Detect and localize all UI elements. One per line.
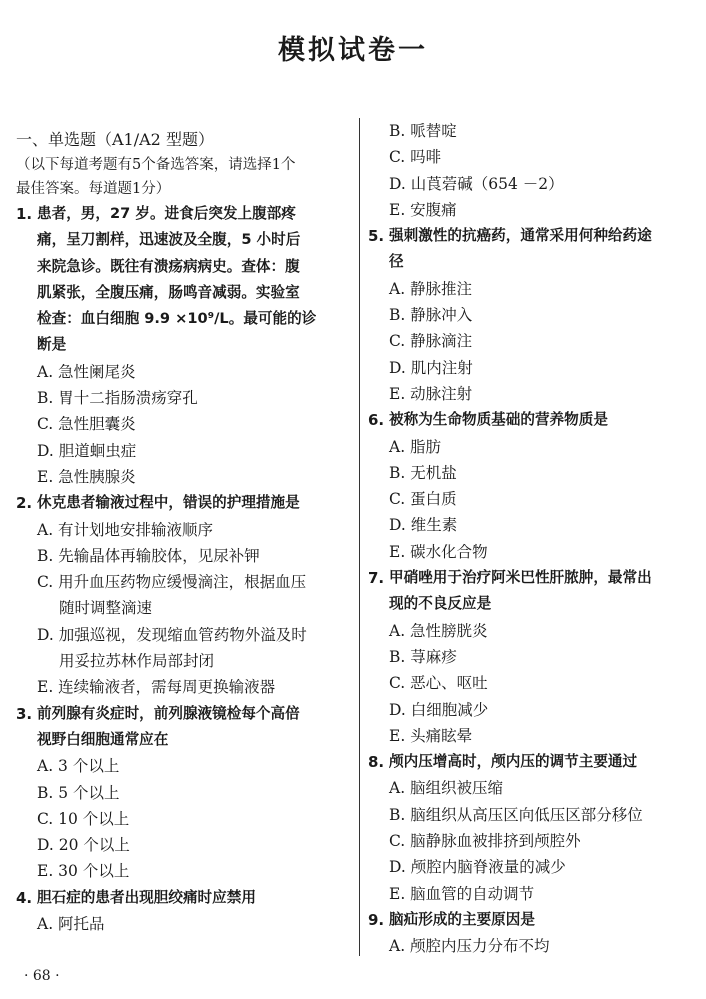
question-stem-line: 断是 [37,336,67,354]
answer-option-b: B. 5 个以上 [37,783,120,802]
question-stem-line: 径 [389,253,404,271]
answer-option-b: B. 荨麻疹 [389,647,457,666]
answer-option-c: C. 蛋白质 [389,490,457,509]
answer-option-a: A. 脑组织被压缩 [389,779,504,798]
answer-option-b: B. 先输晶体再输胶体，见尿补钾 [37,546,260,565]
answer-option-b: B. 静脉冲入 [389,306,473,325]
answer-option-a: A. 有计划地安排输液顺序 [37,520,214,539]
answer-option-d: D. 肌内注射 [389,358,473,377]
question-stem-line: 检查：血白细胞 9.9 ×10⁹/L。最可能的诊 [37,310,317,328]
answer-option-c: C. 急性胆囊炎 [37,415,136,434]
question-number: 9. [368,910,385,929]
question-stem-line: 强刺激性的抗癌药，通常采用何种给药途 [389,227,652,245]
answer-option-a: A. 急性阑尾炎 [37,362,136,381]
question-3 [16,701,353,885]
answer-option-e: E. 30 个以上 [37,862,130,881]
question-number: 1. [16,205,33,223]
section-instruction-line-1: （以下每道考题有5个备选答案，请选择1个 [16,157,296,173]
question-stem-line: 现的不良反应是 [389,595,492,613]
page-title: 模拟试卷一 [278,35,428,66]
answer-option-b: B. 无机盐 [389,463,457,482]
answer-option-e: E. 急性胰腺炎 [37,467,136,486]
question-number: 6. [368,411,385,430]
answer-option-e: E. 头痛眩晕 [389,726,473,745]
answer-option-c: C. 用升血压药物应缓慢滴注，根据血压 [37,573,307,592]
question-8 [368,749,694,907]
question-number: 3. [16,704,33,723]
answer-option-a: A. 静脉推注 [389,279,473,298]
question-stem-line: 甲硝唑用于治疗阿米巴性肝脓肿，最常出 [389,569,652,587]
question-2 [16,490,353,700]
answer-option-d: D. 山莨菪碱（654 －2） [389,174,564,193]
question-stem-line: 脑疝形成的主要原因是 [389,910,535,928]
answer-option-a: A. 3 个以上 [37,757,120,776]
answer-option-c: C. 恶心、呕吐 [389,674,488,693]
question-number: 7. [368,569,385,588]
question-stem-line: 胆石症的患者出现胆绞痛时应禁用 [37,888,256,906]
question-stem-line: 前列腺有炎症时，前列腺液镜检每个高倍 [37,704,300,722]
question-number: 2. [16,494,33,513]
answer-option-e: E. 碳水化合物 [389,542,488,561]
question-stem-line: 痛，呈刀割样，迅速波及全腹，5 小时后 [37,231,301,249]
answer-option-b: B. 哌替啶 [389,122,457,140]
left-column [16,118,353,937]
question-number: 4. [16,888,33,907]
question-7 [368,565,694,749]
answer-option-c: C. 静脉滴注 [389,332,473,351]
answer-option-a: A. 脂肪 [389,437,442,456]
question-stem-line: 患者，男，27 岁。进食后突发上腹部疼 [37,205,296,222]
answer-option-b: B. 脑组织从高压区向低压区部分移位 [389,805,643,824]
answer-option-d: D. 胆道蛔虫症 [37,441,137,460]
section-heading: 一、单选题（A1/A2 型题） [16,130,214,149]
page-number: · 68 · [24,968,60,984]
answer-option-a: A. 急性膀胱炎 [389,621,488,640]
question-stem-line: 肌紧张，全腹压痛，肠鸣音减弱。实验室 [37,283,300,301]
answer-option-d: D. 加强巡视，发现缩血管药物外溢及时 [37,625,307,644]
question-stem-line: 休克患者输液过程中，错误的护理措施是 [37,494,300,512]
answer-option-d: D. 20 个以上 [37,836,130,855]
answer-option-e: E. 动脉注射 [389,384,473,403]
question-stem-line: 来院急诊。既往有溃疡病病史。查体：腹 [37,257,300,275]
question-stem-line: 被称为生命物质基础的营养物质是 [389,411,608,429]
question-4-continued [368,118,694,223]
column-divider [359,118,360,956]
answer-option-d: D. 维生素 [389,516,458,535]
question-number: 8. [368,753,385,772]
answer-option-e: E. 安腹痛 [389,200,457,219]
question-number: 5. [368,227,385,246]
answer-option-c: C. 脑静脉血被排挤到颅腔外 [389,832,581,851]
question-5 [368,223,694,407]
answer-option-d-continued: 用妥拉苏林作局部封闭 [59,652,215,671]
answer-option-d: D. 颅腔内脑脊液量的减少 [389,858,566,877]
answer-option-e: E. 连续输液者，需每周更换输液器 [37,678,276,697]
answer-option-a: A. 阿托品 [37,915,105,934]
question-6 [368,407,694,565]
answer-option-c: C. 吗啡 [389,148,442,167]
answer-option-a: A. 颅腔内压力分布不均 [389,937,550,956]
answer-option-c: C. 10 个以上 [37,809,130,828]
section-instruction-line-2: 最佳答案。每道题1分） [16,180,171,197]
question-1 [16,201,353,490]
right-column [368,118,694,960]
answer-option-d: D. 白细胞减少 [389,700,489,719]
question-9 [368,907,694,960]
answer-option-e: E. 脑血管的自动调节 [389,884,535,903]
question-stem-line: 视野白细胞通常应在 [37,730,169,748]
question-4 [16,885,353,938]
answer-option-b: B. 胃十二指肠溃疡穿孔 [37,389,198,408]
question-stem-line: 颅内压增高时，颅内压的调节主要通过 [389,753,638,771]
answer-option-c-continued: 随时调整滴速 [59,599,153,618]
